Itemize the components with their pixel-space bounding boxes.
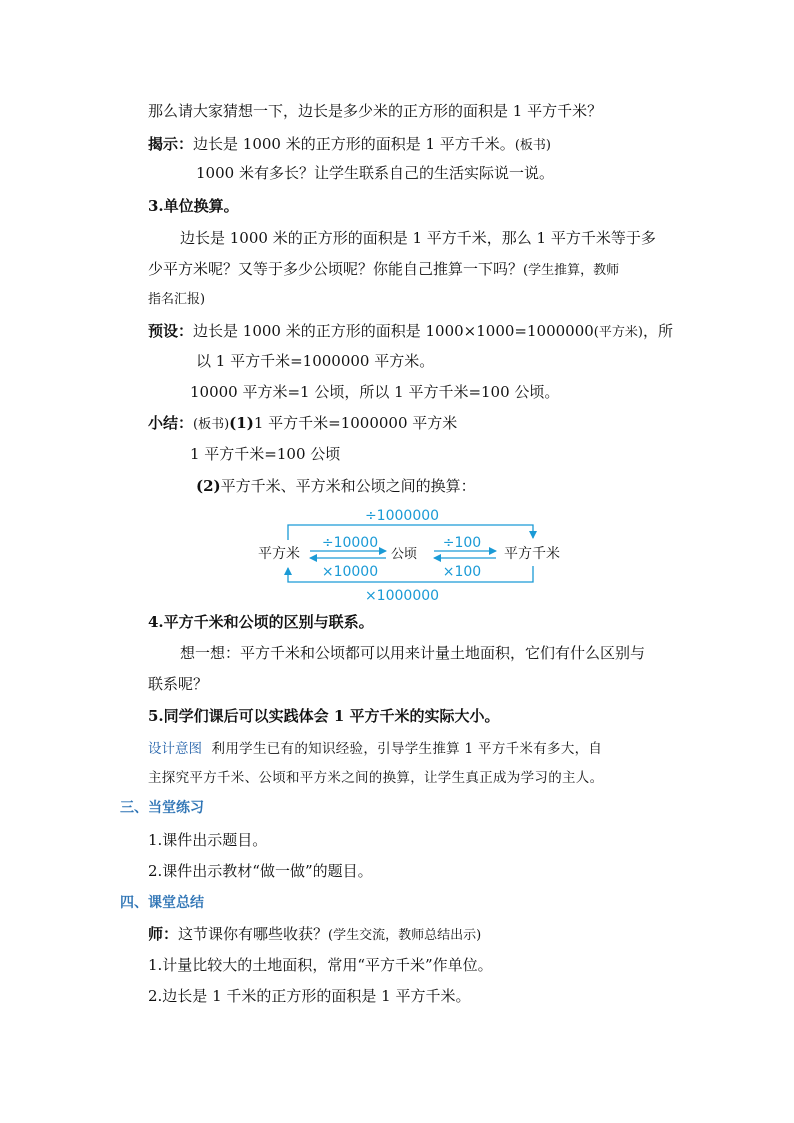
label-right-div: ÷100 (442, 535, 482, 551)
text-line: 指名汇报) (148, 292, 206, 307)
text-line: 想一想：平方千米和公顷都可以用来计量土地面积，它们有什么区别与 (180, 644, 646, 662)
label-preset: 预设： (148, 322, 194, 340)
text-line: 1 平方千米=100 公顷 (190, 445, 341, 463)
heading-step-5: 5.同学们课后可以实践体会 1 平方千米的实际大小。 (148, 707, 500, 725)
label-teacher: 师： (148, 925, 179, 943)
unit-hectare: 公顷 (391, 547, 418, 562)
design-intent-label: 设计意图 (148, 741, 202, 757)
design-intent-cont: 主探究平方千米、公顷和平方米之间的换算，让学生真正成为学习的主人。 (148, 770, 604, 786)
text-line: 以 1 平方千米=1000000 平方米。 (196, 352, 435, 370)
section-heading-summary: 四、课堂总结 (120, 895, 204, 911)
text-line: 少平方米呢？又等于多少公顷呢？你能自己推算一下吗？(学生推算，教师 (148, 260, 620, 278)
label-bottom-outer: ×1000000 (364, 588, 440, 604)
label-left-mul: ×10000 (321, 564, 379, 580)
unit-square-kilometer: 平方千米 (504, 546, 560, 562)
label-left-div: ÷10000 (321, 535, 379, 551)
text-line: 10000 平方米=1 公顷，所以 1 平方千米=100 公顷。 (190, 383, 560, 401)
text-line: 联系呢？ (148, 675, 209, 693)
label-reveal: 揭示： (148, 135, 194, 153)
list-item: 2.边长是 1 千米的正方形的面积是 1 平方千米。 (148, 987, 471, 1005)
text-line: 边长是 1000 米的正方形的面积是 1 平方千米，那么 1 平方千米等于多 (180, 229, 656, 247)
label-top-outer: ÷1000000 (364, 508, 440, 524)
text-line: 师：这节课你有哪些收获？(学生交流，教师总结出示) (148, 925, 482, 943)
unit-square-meter: 平方米 (258, 546, 300, 562)
label-right-mul: ×100 (442, 564, 482, 580)
list-item: 2.课件出示教材“做一做”的题目。 (148, 862, 373, 880)
text-line: 小结：(板书)(1)1 平方千米=1000000 平方米 (148, 414, 458, 432)
text-line: 那么请大家猜想一下，边长是多少米的正方形的面积是 1 平方千米？ (148, 102, 603, 120)
unit-conversion-diagram (250, 504, 580, 606)
section-heading-practice: 三、当堂练习 (120, 800, 204, 816)
list-item: 1.计量比较大的土地面积，常用“平方千米”作单位。 (148, 956, 493, 974)
heading-step-3: 3.单位换算。 (148, 197, 239, 215)
text-line: 1000 米有多长？让学生联系自己的生活实际说一说。 (196, 164, 554, 182)
design-intent: 设计意图 利用学生已有的知识经验，引导学生推算 1 平方千米有多大，自 (148, 741, 603, 757)
text-line: 揭示：边长是 1000 米的正方形的面积是 1 平方千米。(板书) (148, 135, 551, 153)
list-item: 1.课件出示题目。 (148, 831, 268, 849)
heading-step-4: 4.平方千米和公顷的区别与联系。 (148, 613, 374, 631)
label-summary: 小结： (148, 414, 194, 432)
text-line: 预设：边长是 1000 米的正方形的面积是 1000×1000=1000000(平方米)，所 (148, 322, 673, 340)
text-line: (2)平方千米、平方米和公顷之间的换算： (196, 477, 476, 495)
